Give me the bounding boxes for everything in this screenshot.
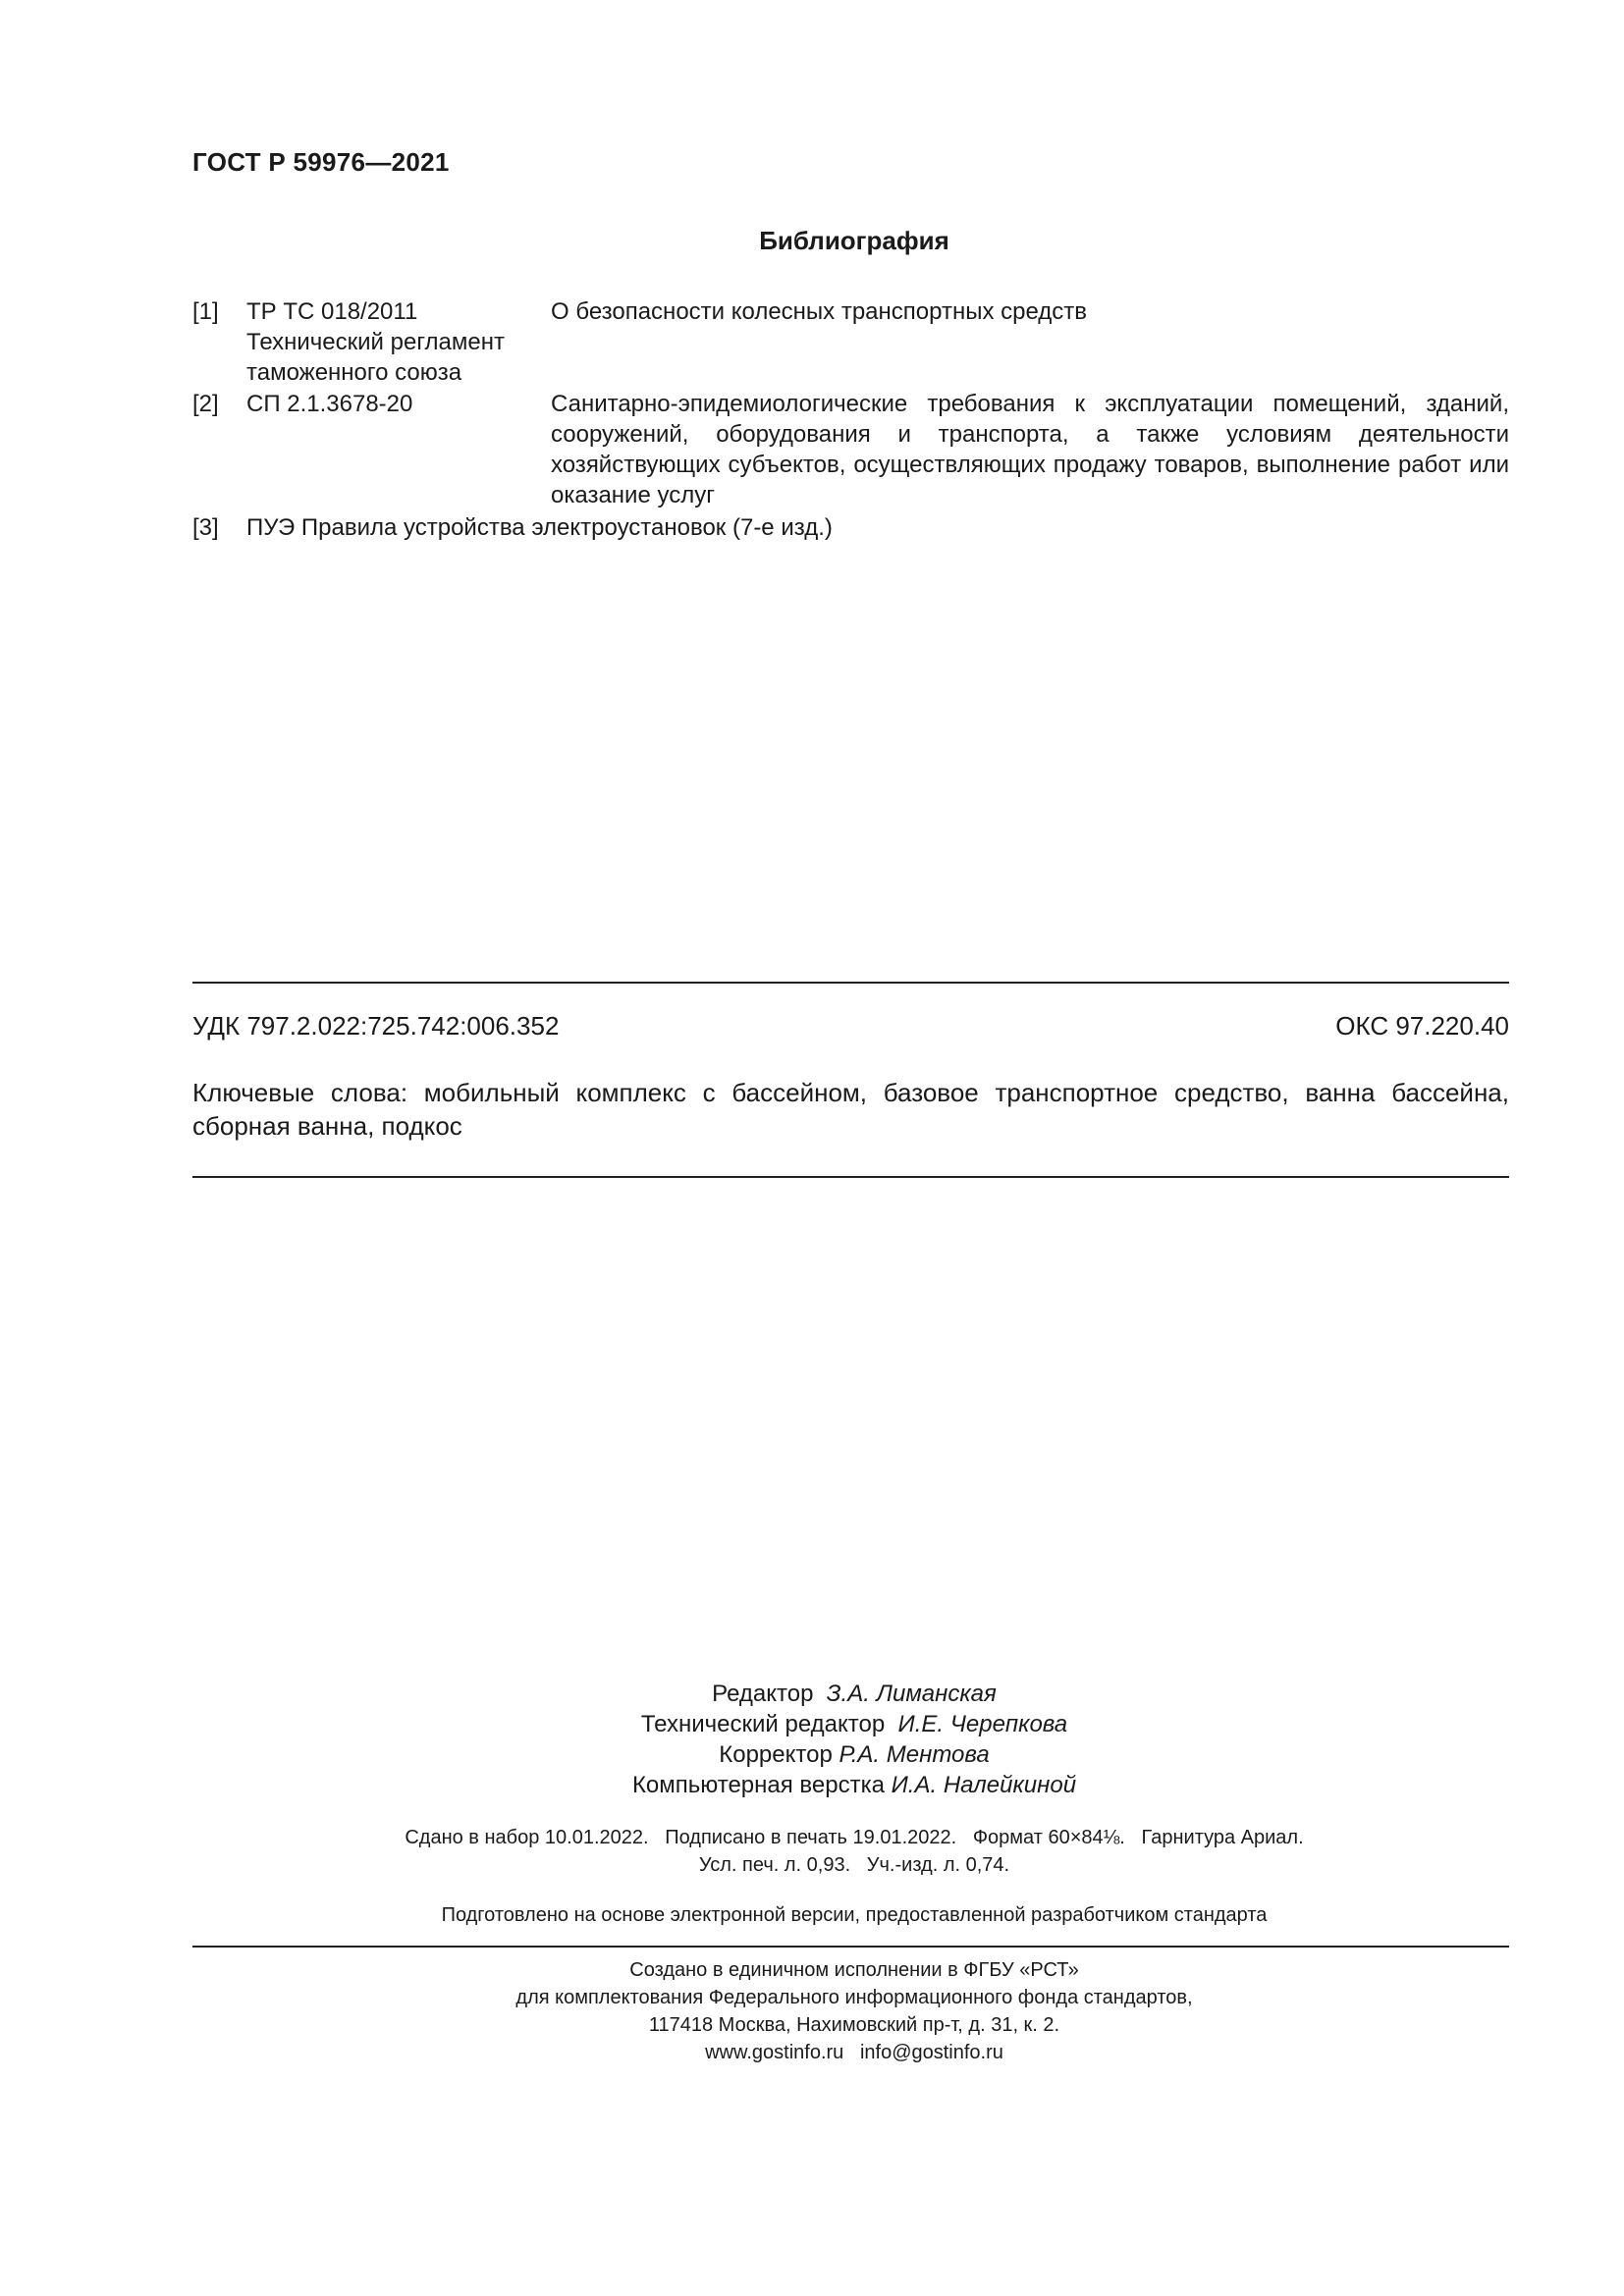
credit-name: И.Е. Черепкова: [897, 1711, 1068, 1737]
credit-line: [0, 1679, 1624, 1709]
publisher-line: 117418 Москва, Нахимовский пр-т, д. 31, к. 2.: [648, 2014, 1060, 2036]
prepared-note: Подготовлено на основе электронной версии, предоставленной разработчиком стандарта: [441, 1904, 1268, 1926]
credit-role: Редактор: [712, 1681, 814, 1707]
entry-reference-line: таможенного союза: [246, 359, 462, 386]
entry-description: Санитарно-эпидемиологические требования к эксплуатации помещений, зданий, сооружений, оборудования и транспорта, а также условиям деятельности хозяйствующих субъектов, осуществляющих продажу товаров, выполнение работ или оказание услуг: [551, 391, 1509, 508]
imprint-block: [0, 1824, 1624, 1879]
entry-description: О безопасности колесных транспортных средств: [551, 298, 1088, 325]
oks-code: ОКС 97.220.40: [1335, 1011, 1509, 1041]
credit-line: [0, 1739, 1624, 1770]
publisher-line: Создано в единичном исполнении в ФГБУ «РСТ»: [629, 1959, 1079, 1981]
credit-name: И.А. Налейкиной: [891, 1772, 1077, 1798]
credit-name: З.А. Лиманская: [826, 1681, 997, 1707]
bibliography-entry: [0, 389, 1624, 516]
publisher-line: www.gostinfo.ru info@gostinfo.ru: [705, 2042, 1003, 2063]
bibliography-title: Библиография: [759, 226, 949, 255]
imprint-line: Усл. печ. л. 0,93. Уч.-изд. л. 0,74.: [698, 1854, 1010, 1876]
entry-text: ПУЭ Правила устройства электроустановок (7-е изд.): [246, 514, 833, 541]
publisher-line: для комплектования Федерального информационного фонда стандартов,: [515, 1987, 1193, 2008]
entry-reference: [246, 389, 541, 419]
divider-footer: [192, 1946, 1509, 1948]
credits-block: [0, 1679, 1624, 1800]
imprint-line: Сдано в набор 10.01.2022. Подписано в печать 19.01.2022. Формат 60×84⅛. Гарнитура Ариал.: [405, 1827, 1304, 1848]
bibliography-entry: [0, 296, 1624, 395]
entry-reference-line: Технический регламент: [246, 329, 505, 355]
entry-number: [2]: [192, 391, 219, 417]
entry-number: [3]: [192, 514, 219, 541]
credit-name: Р.А. Ментова: [839, 1741, 990, 1768]
keywords: Ключевые слова: мобильный комплекс с бассейном, базовое транспортное средство, ванна бассейна, сборная ванна, подкос: [192, 1078, 1509, 1141]
credit-role: Корректор: [719, 1741, 833, 1768]
udk-code: УДК 797.2.022:725.742:006.352: [192, 1011, 560, 1041]
credit-line: [0, 1770, 1624, 1800]
publisher-block: [0, 1956, 1624, 2066]
credit-line: [0, 1709, 1624, 1739]
divider-bottom: [192, 1176, 1509, 1178]
entry-number: [1]: [192, 298, 219, 325]
entry-reference-line: ТР ТС 018/2011: [246, 298, 418, 325]
bibliography-entry: [0, 512, 1624, 546]
entry-reference: [246, 296, 541, 388]
document-code: ГОСТ Р 59976—2021: [192, 147, 450, 177]
credit-role: Технический редактор: [640, 1711, 886, 1737]
divider-top: [192, 982, 1509, 984]
credit-role: Компьютерная верстка: [631, 1772, 885, 1798]
entry-reference-line: СП 2.1.3678-20: [246, 391, 413, 417]
